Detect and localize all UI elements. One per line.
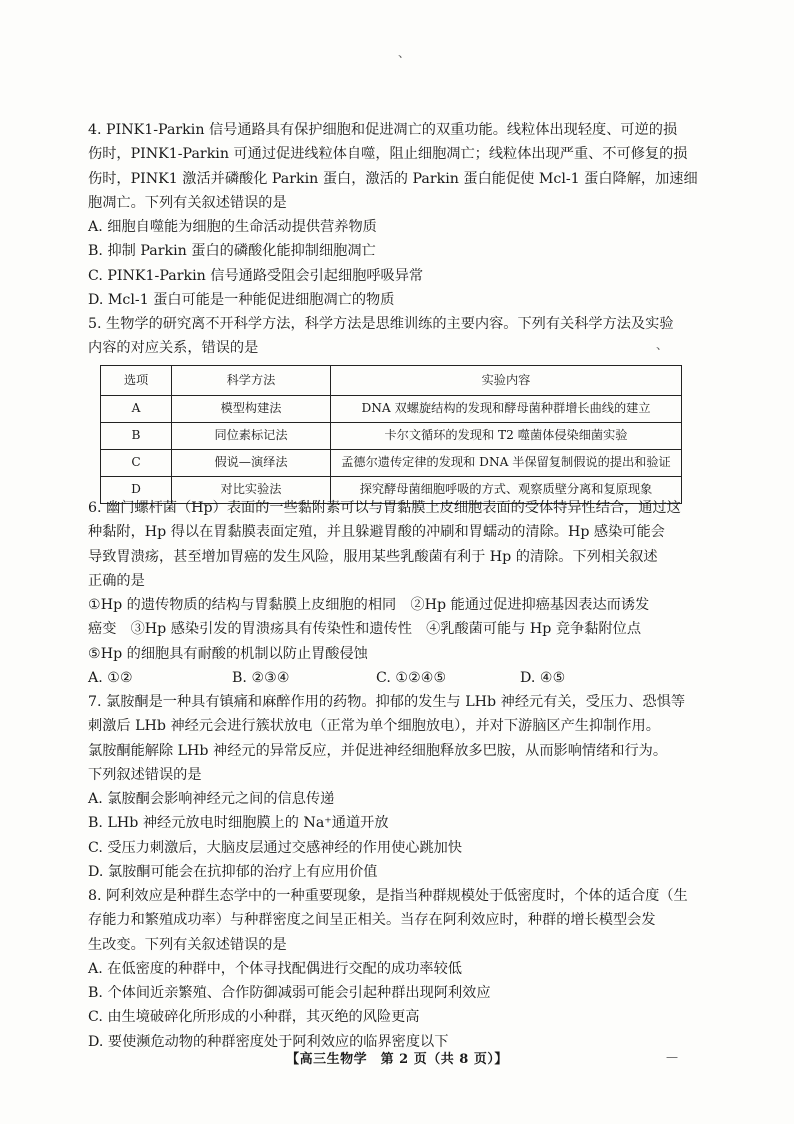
question-5-line: 内容的对应关系，错误的是 [88,340,259,357]
question-6-answer-d: D. ④⑤ [520,670,566,687]
question-7-option-a: A. 氯胺酮会影响神经元之间的信息传递 [88,791,335,808]
table-row [101,395,682,422]
table-cell: 假说—演绎法 [172,449,331,476]
table-row [101,449,682,476]
table-cell: 同位素标记法 [172,422,331,449]
question-7-line: 氯胺酮能解除 LHb 神经元的异常反应，并促进神经细胞释放多巴胺，从而影响情绪和行为。 [88,742,668,759]
question-8-line: 存能力和繁殖成功率）与种群密度之间呈正相关。当存在阿利效应时，种群的增长模型会发 [88,912,656,929]
page-footer [0,1048,794,1067]
question-6-answers [88,666,688,690]
table-cell: 对比实验法 [172,476,331,503]
question-4-line: 伤时，PINK1-Parkin 可通过促进线粒体自噬，阻止细胞凋亡；线粒体出现严重、不可修复的损 [88,146,688,163]
footer-label: 【高三生物学 第 2 页（共 8 页）】 [286,1052,508,1067]
table-cell: 模型构建法 [172,395,331,422]
question-4 [88,118,698,312]
table-header-option: 选项 [101,365,172,395]
question-6-statement: 癌变 ③Hp 感染引发的胃溃疡具有传染性和遗传性 ④乳酸菌可能与 Hp 竞争黏附位点 [88,621,642,638]
question-8-option-c: C. 由生境破碎化所形成的小种群，其灭绝的风险更高 [88,1009,420,1026]
question-8-option-d: D. 要使濒危动物的种群密度处于阿利效应的临界密度以下 [88,1033,449,1050]
table-cell: 探究酵母菌细胞呼吸的方式、观察质壁分离和复原现象 [331,476,682,503]
question-7-line: 下列叙述错误的是 [88,766,202,783]
question-6-statement: ①Hp 的遗传物质的结构与胃黏膜上皮细胞的相同 ②Hp 能通过促进抑癌基因表达而诱发 [88,597,650,614]
question-8 [88,884,688,1054]
question-4-line: 胞凋亡。下列有关叙述错误的是 [88,194,287,211]
question-8-option-b: B. 个体间近亲繁殖、合作防御减弱可能会引起种群出现阿利效应 [88,985,491,1002]
question-6-line: 导致胃溃疡，甚至增加胃癌的发生风险，服用某些乳酸菌有利于 Hp 的清除。下列相关叙述 [88,548,658,565]
table-cell: DNA 双螺旋结构的发现和酵母菌种群增长曲线的建立 [331,395,682,422]
table-cell: C [101,449,172,476]
question-6-line: 种黏附，Hp 得以在胃黏膜表面定殖，并且躲避胃酸的冲刷和胃蠕动的清除。Hp 感染可能会 [88,524,665,541]
question-4-line: 伤时，PINK1 激活并磷酸化 Parkin 蛋白，激活的 Parkin 蛋白能促使 Mcl-1 蛋白降解，加速细 [88,170,698,187]
question-7-line: 刺激后 LHb 神经元会进行簇状放电（正常为单个细胞放电），并对下游脑区产生抑制作用。 [88,718,660,735]
question-4-option-d: D. Mcl-1 蛋白可能是一种能促进细胞凋亡的物质 [88,292,395,309]
question-6-answer-b: B. ②③④ [232,670,290,687]
question-6-statement: ⑤Hp 的细胞具有耐酸的机制以防止胃酸侵蚀 [88,645,368,662]
method-table [100,365,682,504]
question-5-line: 5. 生物学的研究离不开科学方法，科学方法是思维训练的主要内容。下列有关科学方法及实验 [88,316,674,332]
question-4-option-a: A. 细胞自噬能为细胞的生命活动提供营养物质 [88,219,377,236]
table-cell: A [101,395,172,422]
question-7-option-d: D. 氯胺酮可能会在抗抑郁的治疗上有应用价值 [88,864,378,881]
question-6 [88,496,688,690]
question-7 [88,690,688,884]
question-6-line: 6. 幽门螺杆菌（Hp）表面的一些黏附素可以与胃黏膜上皮细胞表面的受体特异性结合，通过这 [88,500,681,516]
table-header-method: 科学方法 [172,365,331,395]
question-8-line: 生改变。下列有关叙述错误的是 [88,936,287,953]
table-header-content: 实验内容 [331,365,682,395]
table-cell: D [101,476,172,503]
table-cell: B [101,422,172,449]
question-6-answer-c: C. ①②④⑤ [376,670,447,687]
scan-mark-right: 、 [656,338,669,352]
question-4-line: 4. PINK1-Parkin 信号通路具有保护细胞和促进凋亡的双重功能。线粒体出现轻度、可逆的损 [88,122,678,138]
question-4-option-c: C. PINK1-Parkin 信号通路受阻会引起细胞呼吸异常 [88,267,424,284]
question-8-line: 8. 阿利效应是种群生态学中的一种重要现象，是指当种群规模处于低密度时，个体的适合度（生 [88,888,688,904]
question-6-line: 正确的是 [88,572,145,589]
question-7-option-b: B. LHb 神经元放电时细胞膜上的 Na⁺通道开放 [88,815,389,832]
question-4-option-b: B. 抑制 Parkin 蛋白的磷酸化能抑制细胞凋亡 [88,243,376,260]
scan-mark-top: 、 [398,46,411,60]
table-cell: 孟德尔遗传定律的发现和 DNA 半保留复制假说的提出和验证 [331,449,682,476]
question-7-option-c: C. 受压力刺激后，大脑皮层通过交感神经的作用使心跳加快 [88,839,463,856]
question-6-answer-a: A. ①② [88,670,133,687]
scan-mark-bottom: — [666,1050,678,1064]
table-row [101,422,682,449]
table-cell: 卡尔文循环的发现和 T2 噬菌体侵染细菌实验 [331,422,682,449]
table-header-row [101,365,682,395]
question-8-option-a: A. 在低密度的种群中，个体寻找配偶进行交配的成功率较低 [88,960,462,977]
question-7-line: 7. 氯胺酮是一种具有镇痛和麻醉作用的药物。抑郁的发生与 LHb 神经元有关，受压力、恐惧等 [88,694,686,710]
question-5 [88,312,688,508]
